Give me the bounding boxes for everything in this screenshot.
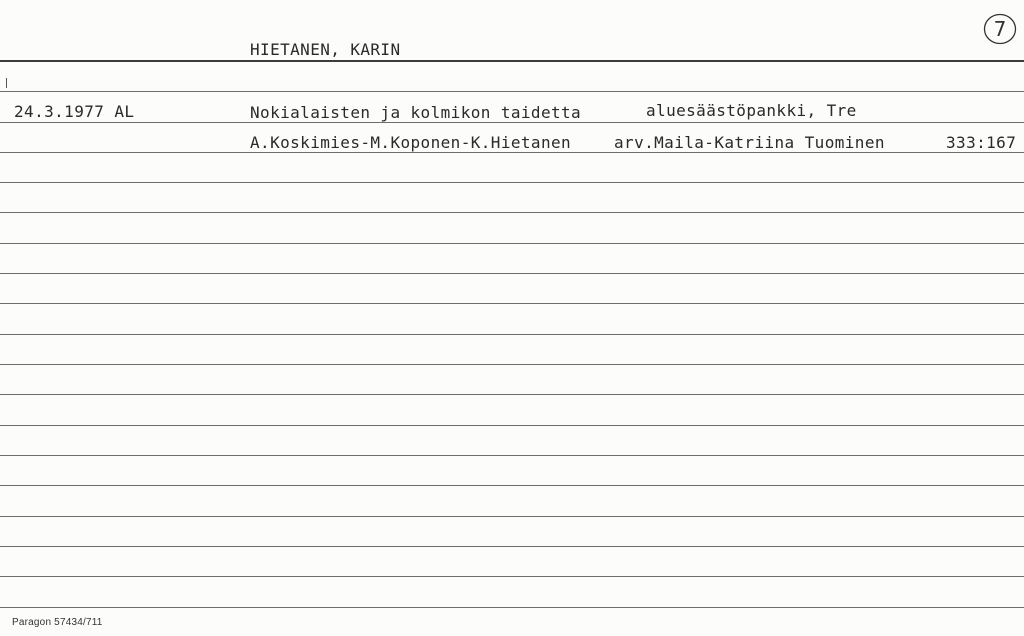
entry-reviewer: arv.Maila-Katriina Tuominen <box>614 133 885 152</box>
ruled-line <box>0 182 1024 183</box>
ruled-line <box>0 91 1024 92</box>
page-number-text: 7 <box>993 17 1007 41</box>
entry-date: 24.3.1977 AL <box>14 102 135 121</box>
entry-reference: 333:167 <box>946 133 1017 152</box>
ruled-line <box>0 576 1024 577</box>
entry-title: Nokialaisten ja kolmikon taidetta <box>250 103 582 122</box>
ruled-line <box>0 425 1024 426</box>
ruled-line <box>0 546 1024 547</box>
header-rule <box>0 60 1024 62</box>
ruled-line <box>0 152 1024 153</box>
ruled-line <box>0 516 1024 517</box>
ruled-line <box>0 607 1024 608</box>
entry-artists: A.Koskimies-M.Koponen-K.Hietanen <box>250 133 572 152</box>
card-heading-name: HIETANEN, KARIN <box>250 40 401 59</box>
ruled-line <box>0 273 1024 274</box>
circled-page-number-icon <box>983 12 1017 46</box>
ruled-line <box>0 122 1024 123</box>
ruled-line <box>0 364 1024 365</box>
ruled-line <box>0 212 1024 213</box>
ruled-line <box>0 334 1024 335</box>
printer-imprint: Paragon 57434/711 <box>12 617 103 628</box>
ruled-line <box>0 303 1024 304</box>
ruled-line <box>0 394 1024 395</box>
ruled-line <box>0 243 1024 244</box>
entry-venue: aluesäästöpankki, Tre <box>646 101 857 120</box>
margin-tick <box>6 78 7 88</box>
ruled-line <box>0 455 1024 456</box>
ruled-line <box>0 485 1024 486</box>
